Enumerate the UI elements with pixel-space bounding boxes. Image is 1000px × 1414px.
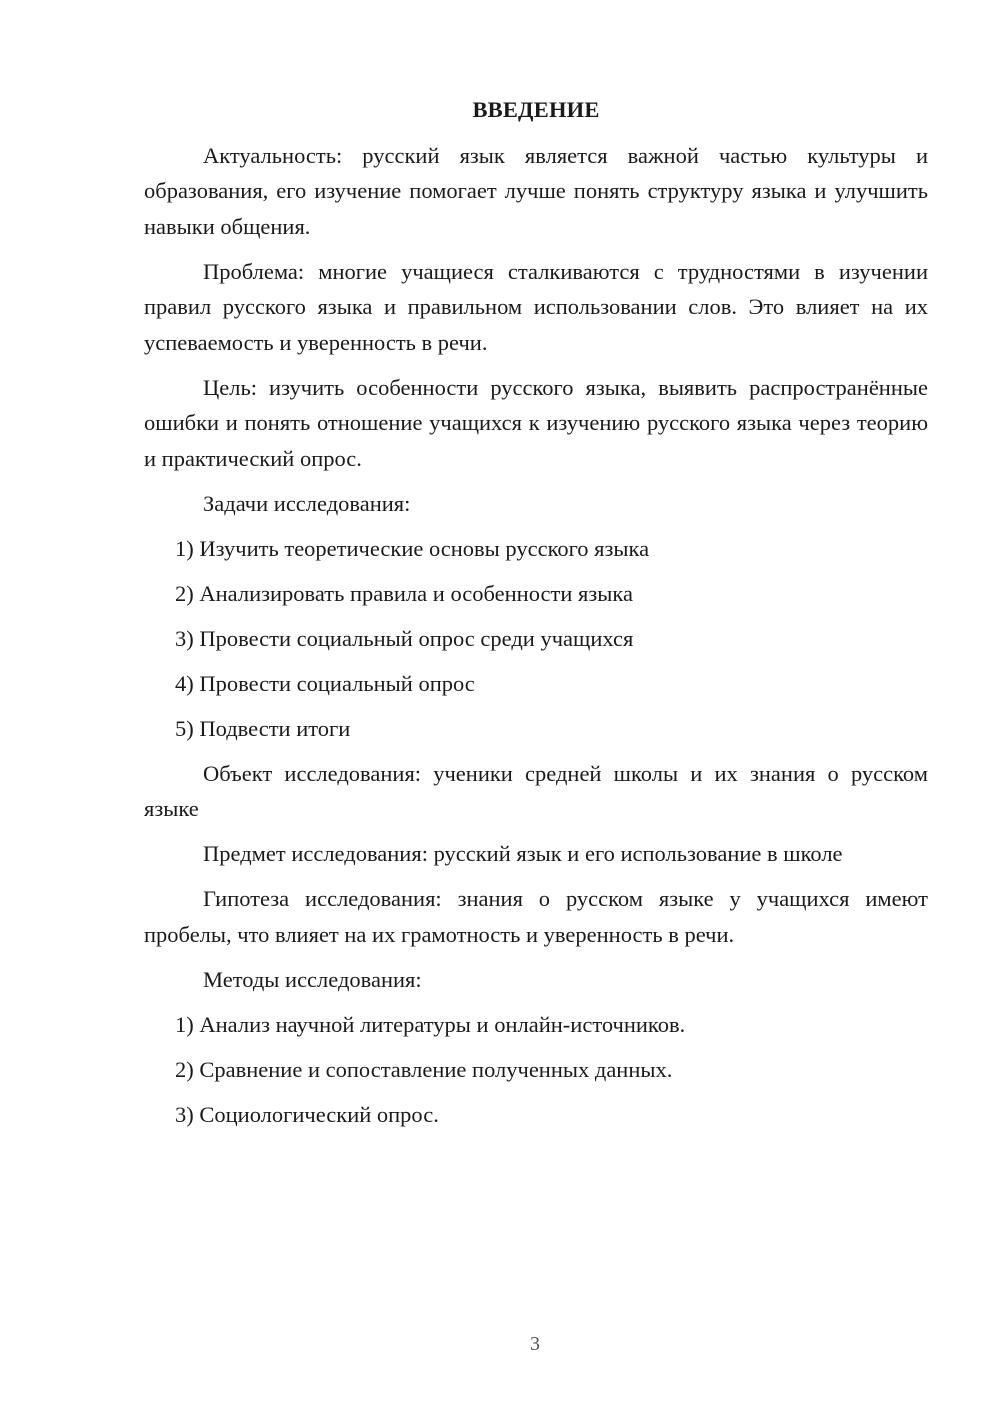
paragraph-problem: Проблема: многие учащиеся сталкиваются с трудностями в изучении правил русского языка и правильном использовании слов. Это влияет на их успеваемость и уверенность в речи. bbox=[144, 258, 928, 355]
paragraph-goal: Цель: изучить особенности русского языка, выявить распространённые ошибки и понять отношение учащихся к изучению русского языка через теорию и практический опрос. bbox=[144, 374, 928, 471]
method-item: 2) Сравнение и сопоставление полученных данных. bbox=[175, 1056, 673, 1082]
method-item: 3) Социологический опрос. bbox=[175, 1101, 439, 1127]
tasks-title: Задачи исследования: bbox=[203, 490, 411, 516]
paragraph-relevance: Актуальность: русский язык является важной частью культуры и образования, его изучение помогает лучше понять структуру языка и улучшить навыки общения. bbox=[144, 142, 928, 239]
paragraph-object: Объект исследования: ученики средней школы и их знания о русском языке bbox=[144, 760, 928, 821]
task-item: 2) Анализировать правила и особенности языка bbox=[175, 580, 633, 606]
task-item: 1) Изучить теоретические основы русского языка bbox=[175, 535, 650, 561]
paragraph-subject: Предмет исследования: русский язык и его использование в школе bbox=[203, 841, 843, 866]
document-page bbox=[144, 92, 928, 1142]
methods-list bbox=[144, 1007, 928, 1133]
task-item: 4) Провести социальный опрос bbox=[175, 670, 475, 696]
methods-title: Методы исследования: bbox=[203, 966, 422, 992]
task-item: 3) Провести социальный опрос среди учащихся bbox=[175, 625, 634, 651]
section-heading: ВВЕДЕНИЕ bbox=[472, 97, 600, 122]
tasks-list bbox=[144, 531, 928, 747]
method-item: 1) Анализ научной литературы и онлайн-источников. bbox=[175, 1011, 686, 1037]
paragraph-hypothesis: Гипотеза исследования: знания о русском языке у учащихся имеют пробелы, что влияет на их грамотность и уверенность в речи. bbox=[144, 886, 928, 947]
page-number: 3 bbox=[530, 1333, 540, 1355]
task-item: 5) Подвести итоги bbox=[175, 715, 351, 741]
